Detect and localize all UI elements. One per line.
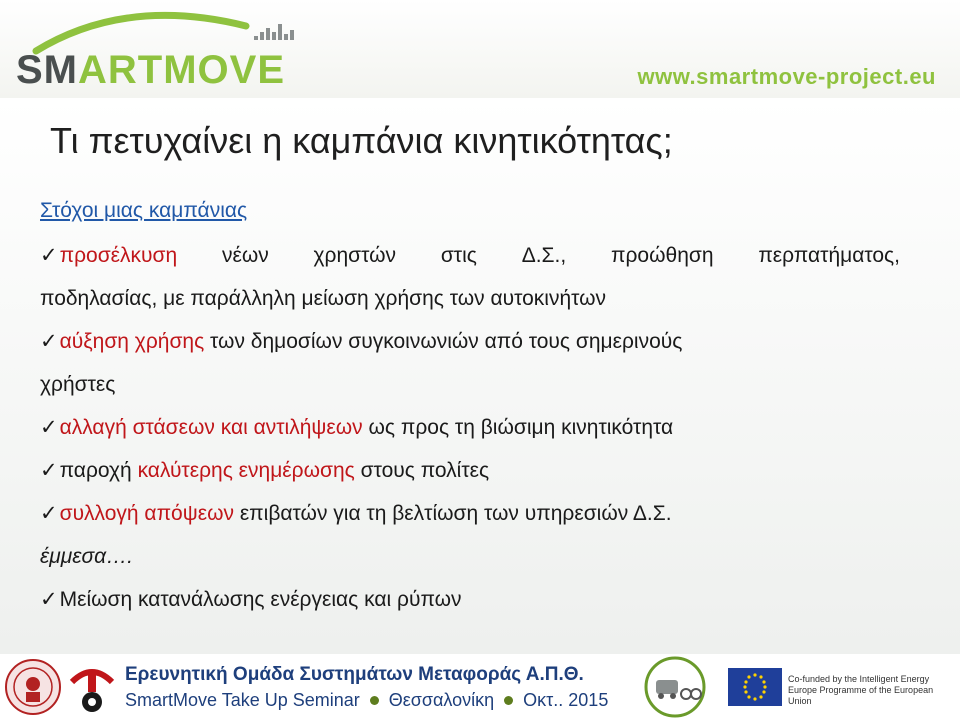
mobility-emblem-icon — [644, 656, 706, 718]
footer — [0, 654, 960, 720]
university-seal-icon — [4, 658, 62, 716]
bullet-6: ✓Μείωση κατανάλωσης ενέργειας και ρύπων — [40, 588, 462, 611]
checkmark-icon: ✓ — [40, 502, 58, 525]
bullet-2: ✓αύξηση χρήσης των δημοσίων συγκοινωνιών από τους σημερινούς — [40, 330, 683, 353]
separator-dot-icon — [504, 696, 513, 705]
checkmark-icon: ✓ — [40, 244, 58, 267]
website-url: www.smartmove-project.eu — [637, 64, 936, 89]
bullet-1: ✓προσέλκυση νέων χρηστών στις Δ.Σ., προώθηση περπατήματος, — [40, 244, 900, 267]
eu-funding-text: Co-funded by the Intelligent Energy Europe Programme of the European Union — [788, 674, 934, 706]
checkmark-icon: ✓ — [40, 416, 58, 439]
separator-dot-icon — [370, 696, 379, 705]
bullet-3: ✓αλλαγή στάσεων και αντιλήψεων ως προς τη βιώσιμη κινητικότητα — [40, 416, 674, 439]
slide-content — [40, 196, 920, 621]
research-group-name: Ερευνητική Ομάδα Συστημάτων Μεταφοράς Α.Π.Θ. — [125, 664, 584, 685]
indirect-heading: έμμεσα…. — [40, 545, 133, 568]
seminar-info: SmartMove Take Up Seminar Θεσσαλονίκη Οκτ.. 2015 — [125, 690, 609, 710]
bullet-2-continuation: χρήστες — [40, 373, 116, 396]
subheading: Στόχοι μιας καμπάνιας — [40, 199, 248, 222]
bullet-1-continuation: ποδηλασίας, με παράλληλη μείωση χρήσης των αυτοκινήτων — [40, 287, 607, 310]
bullet-4: ✓παροχή καλύτερης ενημέρωσης στους πολίτες — [40, 459, 490, 482]
bullet-5: ✓συλλογή απόψεων επιβατών για τη βελτίωση των υπηρεσιών Δ.Σ. — [40, 502, 672, 525]
checkmark-icon: ✓ — [40, 459, 58, 482]
checkmark-icon: ✓ — [40, 588, 58, 611]
eu-flag-icon — [728, 668, 782, 706]
smartmove-logo — [16, 6, 306, 94]
slide-title: Τι πετυχαίνει η καμπάνια κινητικότητας; — [50, 120, 673, 161]
checkmark-icon: ✓ — [40, 330, 58, 353]
research-group-logo-icon — [66, 660, 118, 716]
logo-wordmark: SMARTMOVE — [16, 48, 285, 92]
